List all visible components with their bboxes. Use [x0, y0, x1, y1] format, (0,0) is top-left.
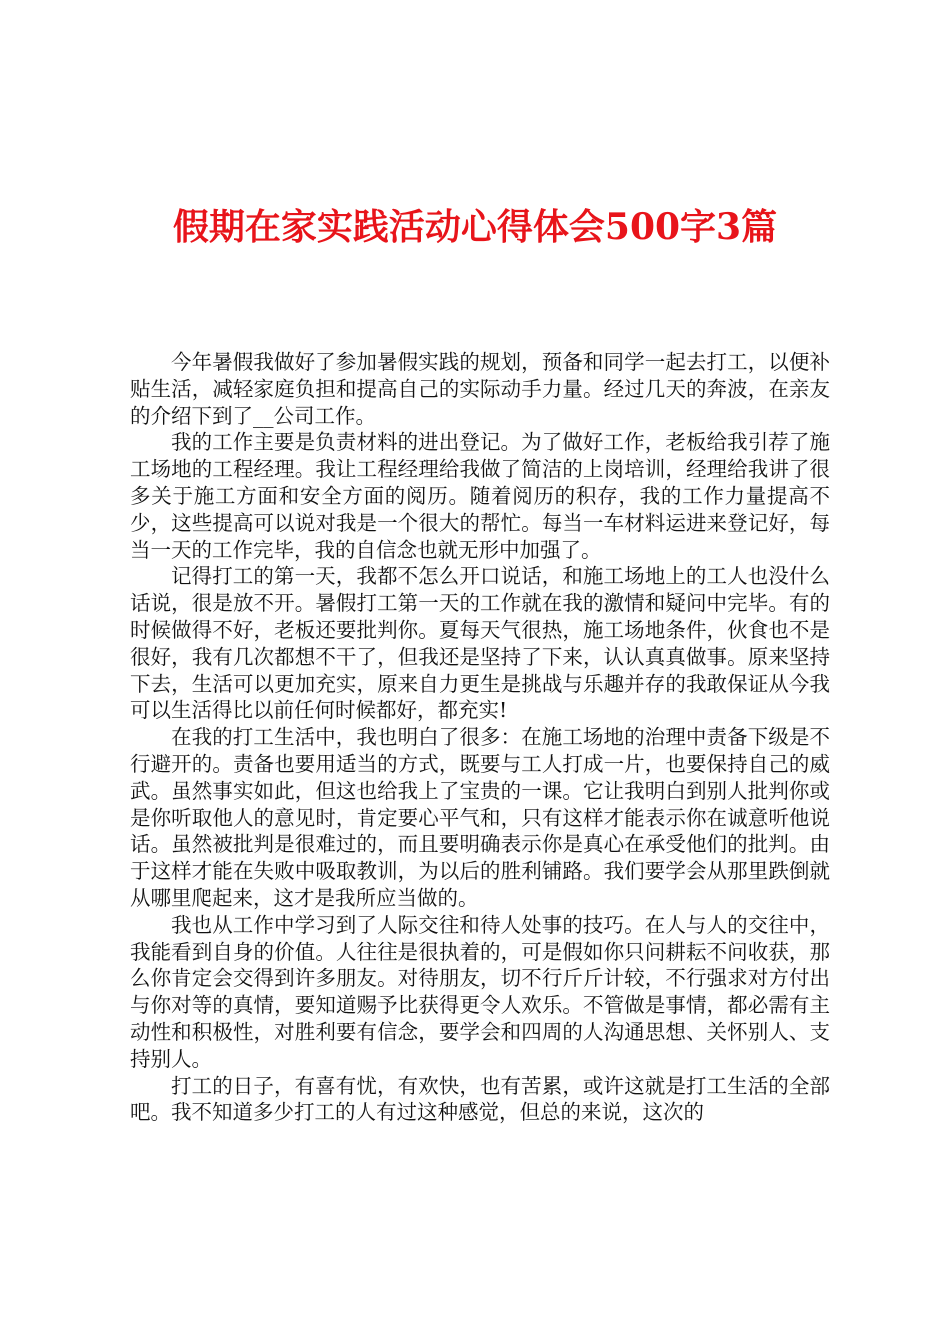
paragraph: 我的工作主要是负责材料的进出登记。为了做好工作，老板给我引荐了施工场地的工程经理。我让工程经理给我做了简洁的上岗培训，经理给我讲了很多关于施工方面和安全方面的阅历。随着阅历的积存，我的工作力量提高不少，这些提高可以说对我是一个很大的帮忙。每当一车材料运进来登记好，每当一天的工作完毕，我的自信念也就无形中加强了。 — [130, 430, 830, 562]
paragraph: 在我的打工生活中，我也明白了很多：在施工场地的治理中责备下级是不行避开的。责备也要用适当的方式，既要与工人打成一片，也要保持自己的威武。虽然事实如此，但这也给我上了宝贵的一课。它让我明白到别人批判你或是你听取他人的意见时，肯定要心平气和，只有这样才能表示你在诚意听他说话。虽然被批判是很难过的，而且要明确表示你是真心在承受他们的批判。由于这样才能在失败中吸取教训，为以后的胜利铺路。我们要学会从那里跌倒就从哪里爬起来，这才是我所应当做的。 — [130, 725, 830, 910]
paragraph: 打工的日子，有喜有忧，有欢快，也有苦累，或许这就是打工生活的全部吧。我不知道多少打工的人有过这种感觉，但总的来说，这次的 — [130, 1073, 830, 1125]
paragraph: 我也从工作中学习到了人际交往和待人处事的技巧。在人与人的交往中，我能看到自身的价值。人往往是很执着的，可是假如你只问耕耘不问收获，那么你肯定会交得到许多朋友。对待朋友，切不行斤斤计较，不行强求对方付出与你对等的真情，要知道赐予比获得更令人欢乐。不管做是事情，都必需有主动性和积极性，对胜利要有信念，要学会和四周的人沟通思想、关怀别人、支持别人。 — [130, 912, 830, 1071]
document-body — [130, 349, 830, 1126]
document-title: 假期在家实践活动心得体会500字3篇 — [172, 206, 778, 248]
paragraph: 记得打工的第一天，我都不怎么开口说话，和施工场地上的工人也没什么话说，很是放不开。暑假打工第一天的工作就在我的激情和疑问中完毕。有的时候做得不好，老板还要批判你。夏每天气很热，施工场地条件，伙食也不是很好，我有几次都想不干了，但我还是坚持了下来，认认真真做事。原来坚持下去，生活可以更加充实，原来自力更生是挑战与乐趣并存的我敢保证从今我可以生活得比以前任何时候都好，都充实! — [130, 564, 830, 723]
paragraph: 今年暑假我做好了参加暑假实践的规划，预备和同学一起去打工，以便补贴生活，减轻家庭负担和提高自己的实际动手力量。经过几天的奔波，在亲友的介绍下到了__公司工作。 — [130, 350, 830, 428]
